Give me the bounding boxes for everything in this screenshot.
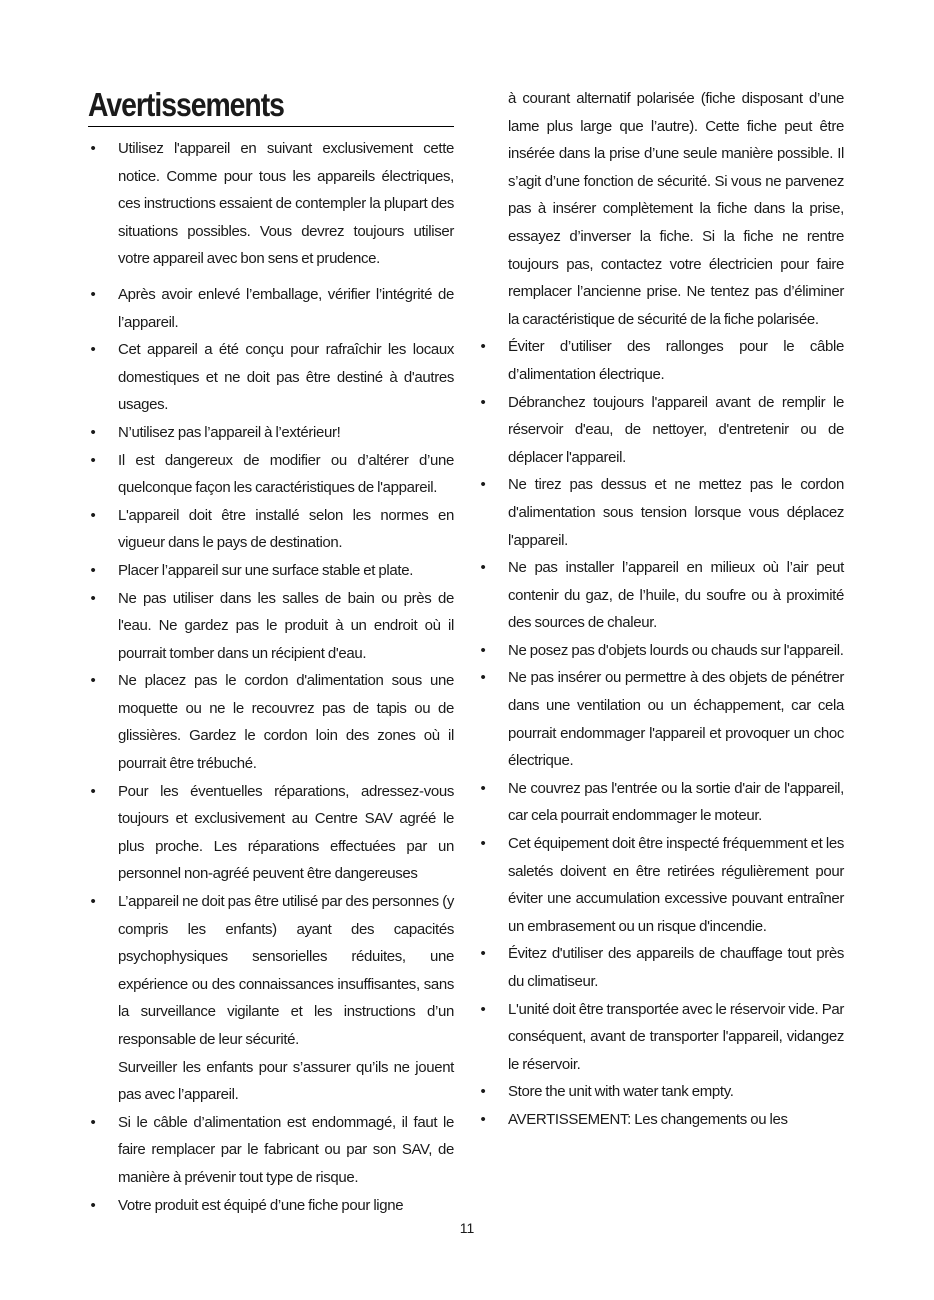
list-item: • Store the unit with water tank empty.	[478, 1078, 844, 1106]
list-item: • Utilisez l'appareil en suivant exclusivement cette notice. Comme pour tous les appareils électriques, ces instructions essaient de contempler la plupart des situations possibles. Vous devrez toujours utiliser votre appareil avec bon sens et prudence.	[88, 135, 454, 273]
bullet-icon: •	[480, 1110, 486, 1128]
page-title: Avertissements	[88, 86, 284, 123]
list-item: • L'appareil doit être installé selon les normes en vigueur dans le pays de destination.	[88, 502, 454, 557]
list-item: • Placer l’appareil sur une surface stable et plate.	[88, 557, 454, 585]
list-item: • Il est dangereux de modifier ou d’altérer d’une quelconque façon les caractéristiques de l'appareil.	[88, 447, 454, 502]
list-item-continuation: à courant alternatif polarisée (fiche disposant d’une lame plus large que l’autre). Cette fiche peut être insérée dans la prise d’une seule manière possible. Il s’agit d’une fonction de sécurité. Si vous ne parvenez pas à insérer complètement la fiche dans la prise, essayez d’inverser la fiche. Si la fiche ne rentre toujours pas, contactez votre électricien pour faire remplacer l’ancienne prise. Ne tentez pas d’éliminer la caractéristique de sécurité de la fiche polarisée.	[508, 90, 844, 328]
bullet-icon: •	[90, 561, 96, 579]
page-number: 11	[459, 1220, 475, 1236]
list-item: • Après avoir enlevé l’emballage, vérifier l’intégrité de l’appareil.	[88, 281, 454, 336]
bullet-icon: •	[90, 893, 96, 911]
left-list-2	[88, 1109, 454, 1219]
list-item: • Ne posez pas d'objets lourds ou chauds sur l'appareil.	[478, 637, 844, 665]
bullet-icon: •	[90, 140, 96, 157]
bullet-icon: •	[480, 393, 486, 411]
bullet-icon: •	[90, 506, 96, 524]
list-item: • Si le câble d’alimentation est endommagé, il faut le faire remplacer par le fabricant ou par son SAV, de manière à prévenir tout type de risque.	[88, 1109, 454, 1192]
list-item: • Ne couvrez pas l'entrée ou la sortie d'air de l'appareil, car cela pourrait endommager le moteur.	[478, 775, 844, 830]
bullet-icon: •	[90, 341, 96, 359]
right-list	[478, 333, 844, 1133]
bullet-icon: •	[480, 641, 486, 659]
bullet-icon: •	[90, 1113, 96, 1131]
bullet-icon: •	[90, 285, 96, 303]
bullet-icon: •	[90, 782, 96, 800]
list-item: • Ne pas installer l’appareil en milieux où l’air peut contenir du gaz, de l’huile, du soufre ou à proximité des sources de chaleur.	[478, 554, 844, 637]
list-item: • Éviter d’utiliser des rallonges pour le câble d’alimentation électrique.	[478, 333, 844, 388]
bullet-icon: •	[480, 669, 486, 687]
bullet-icon: •	[480, 338, 486, 356]
left-list-1	[88, 135, 454, 1054]
title-divider	[88, 126, 454, 127]
list-item: • Débranchez toujours l'appareil avant de remplir le réservoir d'eau, de nettoyer, d'entretenir ou de déplacer l'appareil.	[478, 389, 844, 472]
list-item: • Évitez d'utiliser des appareils de chauffage tout près du climatiseur.	[478, 940, 844, 995]
bullet-icon: •	[90, 672, 96, 690]
list-item: • Ne placez pas le cordon d'alimentation sous une moquette ou ne le recouvrez pas de tapis ou de glissières. Gardez le cordon loin des zones où il pourrait être trébuché.	[88, 667, 454, 777]
list-item: • N’utilisez pas l’appareil à l’extérieur!	[88, 419, 454, 447]
list-item: • Ne pas insérer ou permettre à des objets de pénétrer dans une ventilation ou un échappement, car cela pourrait endommager l'appareil et provoquer un choc électrique.	[478, 664, 844, 774]
bullet-icon: •	[90, 451, 96, 469]
list-item: • Cet équipement doit être inspecté fréquemment et les saletés doivent en être retirées régulièrement pour éviter une accumulation excessive pouvant entraîner un embrasement ou un risque d'incendie.	[478, 830, 844, 940]
list-item: • Cet appareil a été conçu pour rafraîchir les locaux domestiques et ne doit pas être destiné à d'autres usages.	[88, 336, 454, 419]
list-item: • Pour les éventuelles réparations, adressez-vous toujours et exclusivement au Centre SAV agréé le plus proche. Les réparations effectuées par un personnel non-agréé peuvent être dangereuses	[88, 778, 454, 888]
list-item-continuation: Surveiller les enfants pour s’assurer qu’ils ne jouent pas avec l’appareil.	[118, 1058, 454, 1104]
list-item: • L'unité doit être transportée avec le réservoir vide. Par conséquent, avant de transporter l'appareil, vidangez le réservoir.	[478, 996, 844, 1079]
bullet-icon: •	[90, 1196, 96, 1214]
bullet-icon: •	[480, 1000, 486, 1018]
bullet-icon: •	[90, 423, 96, 441]
list-item: • Ne tirez pas dessus et ne mettez pas le cordon d'alimentation sous tension lorsque vous déplacez l'appareil.	[478, 471, 844, 554]
list-item: • L’appareil ne doit pas être utilisé par des personnes (y compris les enfants) ayant des capacités psychophysiques sensorielles réduites, une expérience ou des connaissances insuffisantes, sans la surveillance vigilante et les instructions d’un responsable de leur sécurité.	[88, 888, 454, 1054]
list-item: • AVERTISSEMENT: Les changements ou les	[478, 1106, 844, 1134]
bullet-icon: •	[480, 476, 486, 494]
right-column	[478, 85, 844, 1134]
bullet-icon: •	[480, 559, 486, 577]
list-item: • Votre produit est équipé d’une fiche pour ligne	[88, 1192, 454, 1220]
left-column	[88, 135, 454, 1219]
bullet-icon: •	[480, 1083, 486, 1101]
bullet-icon: •	[480, 835, 486, 853]
bullet-icon: •	[480, 779, 486, 797]
bullet-icon: •	[480, 945, 486, 963]
list-item: • Ne pas utiliser dans les salles de bain ou près de l'eau. Ne gardez pas le produit à un endroit où il pourrait tomber dans un récipient d'eau.	[88, 585, 454, 668]
bullet-icon: •	[90, 589, 96, 607]
